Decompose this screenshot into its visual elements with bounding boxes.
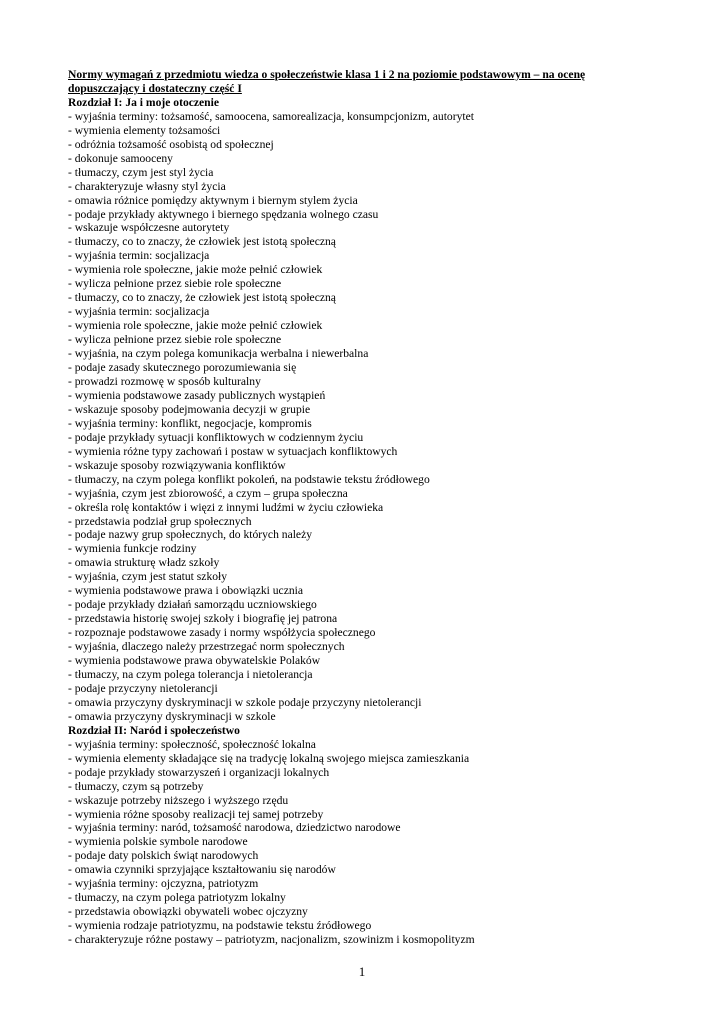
chapter-2-heading: Rozdział II: Naród i społeczeństwo: [68, 723, 240, 737]
list-item: - tłumaczy, na czym polega tolerancja i nietolerancja: [68, 667, 313, 681]
list-item: - wyjaśnia terminy: tożsamość, samoocena, samorealizacja, konsumpcjonizm, autorytet: [68, 109, 474, 123]
list-item: - prowadzi rozmowę w sposób kulturalny: [68, 374, 261, 388]
list-item: - wyjaśnia terminy: naród, tożsamość narodowa, dziedzictwo narodowe: [68, 821, 401, 835]
list-item: - podaje daty polskich świąt narodowych: [68, 849, 259, 863]
list-item: - dokonuje samooceny: [68, 151, 173, 165]
list-item: - określa rolę kontaktów i więzi z innymi ludźmi w życiu człowieka: [68, 500, 384, 514]
list-item: - charakteryzuje różne postawy – patriotyzm, nacjonalizm, szowinizm i kosmopolityzm: [68, 933, 475, 947]
list-item: - tłumaczy, co to znaczy, że człowiek jest istotą społeczną: [68, 291, 336, 305]
list-item: - przedstawia podział grup społecznych: [68, 514, 252, 528]
list-item: - tłumaczy, na czym polega patriotyzm lokalny: [68, 891, 286, 905]
list-item: - wskazuje sposoby rozwiązywania konfliktów: [68, 458, 286, 472]
list-item: - omawia różnice pomiędzy aktywnym i biernym stylem życia: [68, 193, 358, 207]
list-item: - przedstawia obowiązki obywateli wobec ojczyzny: [68, 905, 308, 919]
list-item: - wymienia podstawowe prawa obywatelskie Polaków: [68, 654, 321, 668]
list-item: - wyjaśnia, czym jest statut szkoły: [68, 570, 228, 584]
list-item: - podaje przykłady stowarzyszeń i organizacji lokalnych: [68, 765, 330, 779]
list-item: - wyjaśnia terminy: konflikt, negocjacje, kompromis: [68, 416, 312, 430]
list-item: - wymienia polskie symbole narodowe: [68, 835, 248, 849]
list-item: - tłumaczy, co to znaczy, że człowiek jest istotą społeczną: [68, 235, 336, 249]
list-item: - wymienia elementy składające się na tradycję lokalną swojego miejsca zamieszkania: [68, 751, 470, 765]
title-line-1: Normy wymagań z przedmiotu wiedza o społeczeństwie klasa 1 i 2 na poziomie podstawowym – na ocenę: [68, 68, 586, 81]
list-item: - wyjaśnia, na czym polega komunikacja werbalna i niewerbalna: [68, 347, 369, 361]
list-item: - wyjaśnia termin: socjalizacja: [68, 249, 210, 263]
page-number: 1: [358, 964, 366, 979]
document-title: [68, 68, 668, 96]
list-item: - podaje przykłady aktywnego i biernego spędzania wolnego czasu: [68, 207, 379, 221]
list-item: - wyjaśnia termin: socjalizacja: [68, 305, 210, 319]
list-item: - wymienia rodzaje patriotyzmu, na podstawie tekstu źródłowego: [68, 919, 372, 933]
list-item: - podaje przykłady działań samorządu uczniowskiego: [68, 598, 317, 612]
list-item: - odróżnia tożsamość osobistą od społecznej: [68, 137, 274, 151]
list-item: - wymienia role społeczne, jakie może pełnić człowiek: [68, 319, 323, 333]
list-item: - podaje przykłady sytuacji konfliktowych w codziennym życiu: [68, 430, 364, 444]
list-item: - podaje przyczyny nietolerancji: [68, 681, 218, 695]
chapter-1-list: [68, 110, 668, 724]
chapter-2-list: [68, 738, 668, 947]
list-item: - wylicza pełnione przez siebie role społeczne: [68, 277, 282, 291]
list-item: - wymienia różne sposoby realizacji tej samej potrzeby: [68, 807, 324, 821]
list-item: - przedstawia historię swojej szkoły i biografię jej patrona: [68, 612, 338, 626]
list-item: - tłumaczy, czym jest styl życia: [68, 165, 214, 179]
list-item: - tłumaczy, czym są potrzeby: [68, 779, 204, 793]
list-item: - wymienia funkcje rodziny: [68, 542, 197, 556]
list-item: - wylicza pełnione przez siebie role społeczne: [68, 333, 282, 347]
list-item: - omawia przyczyny dyskryminacji w szkole: [68, 709, 276, 723]
list-item: - charakteryzuje własny styl życia: [68, 179, 226, 193]
list-item: - wskazuje potrzeby niższego i wyższego rzędu: [68, 793, 289, 807]
list-item: - wskazuje sposoby podejmowania decyzji w grupie: [68, 402, 311, 416]
list-item: - wymienia podstawowe prawa i obowiązki ucznia: [68, 584, 304, 598]
list-item: - wyjaśnia terminy: społeczność, społeczność lokalna: [68, 737, 316, 751]
list-item: - tłumaczy, na czym polega konflikt pokoleń, na podstawie tekstu źródłowego: [68, 472, 430, 486]
list-item: - wskazuje współczesne autorytety: [68, 221, 230, 235]
list-item: - podaje zasady skutecznego porozumiewania się: [68, 361, 297, 375]
document-page: [68, 68, 668, 947]
list-item: - wyjaśnia, dlaczego należy przestrzegać norm społecznych: [68, 640, 345, 654]
list-item: - podaje nazwy grup społecznych, do których należy: [68, 528, 313, 542]
list-item: - wymienia różne typy zachowań i postaw w sytuacjach konfliktowych: [68, 444, 398, 458]
list-item: - wymienia podstawowe zasady publicznych wystąpień: [68, 388, 326, 402]
list-item: - wymienia role społeczne, jakie może pełnić człowiek: [68, 263, 323, 277]
list-item: - wymienia elementy tożsamości: [68, 123, 221, 137]
list-item: - omawia czynniki sprzyjające kształtowaniu się narodów: [68, 863, 336, 877]
list-item: - omawia przyczyny dyskryminacji w szkole podaje przyczyny nietolerancji: [68, 695, 422, 709]
list-item: - wyjaśnia, czym jest zbiorowość, a czym – grupa społeczna: [68, 486, 348, 500]
list-item: - omawia strukturę władz szkoły: [68, 556, 220, 570]
list-item: - wyjaśnia terminy: ojczyzna, patriotyzm: [68, 877, 259, 891]
list-item: - rozpoznaje podstawowe zasady i normy współżycia społecznego: [68, 626, 376, 640]
title-line-2: dopuszczający i dostateczny część I: [68, 81, 242, 95]
chapter-1-heading: Rozdział I: Ja i moje otoczenie: [68, 95, 219, 109]
